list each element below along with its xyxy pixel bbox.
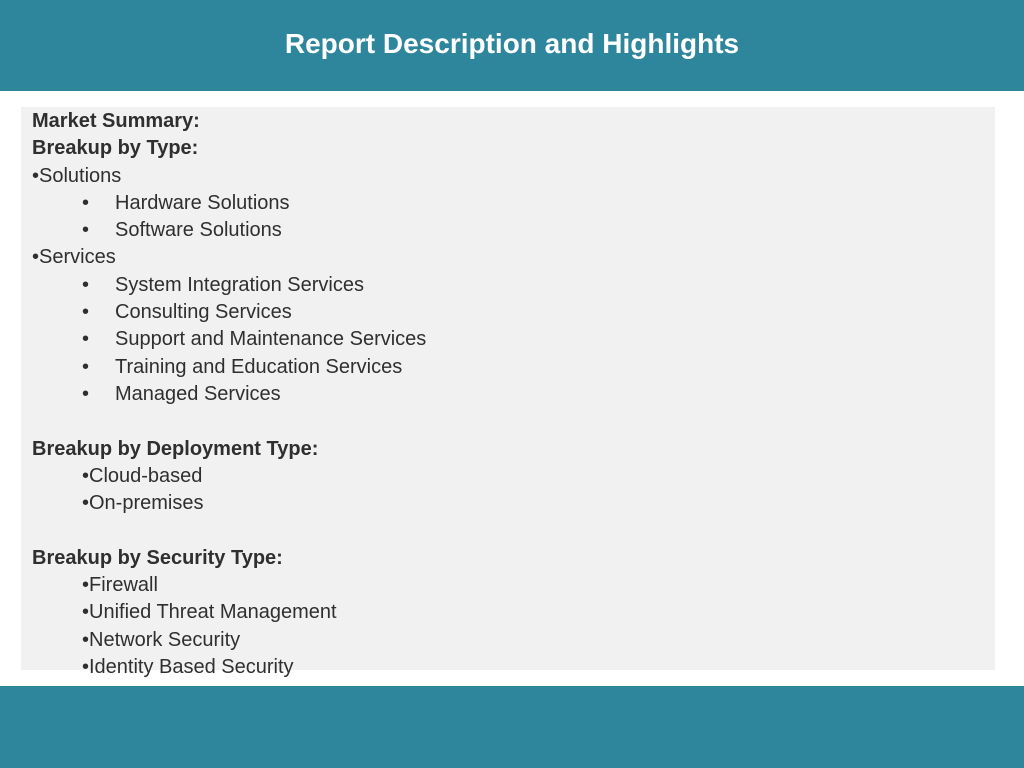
- services-item: •Services: [32, 246, 116, 269]
- list-item: [32, 217, 932, 244]
- spacer: [32, 408, 932, 435]
- title-bar: [0, 0, 1024, 91]
- list-item: •On-premises: [82, 492, 204, 515]
- bullet-icon: •: [82, 355, 90, 378]
- bullet-icon: •: [82, 219, 90, 242]
- solutions-item: •Solutions: [32, 164, 122, 187]
- spacer: [32, 517, 932, 544]
- list-item: [32, 381, 932, 408]
- list-item: [32, 326, 932, 353]
- sub-item-label: Support and Maintenance Services: [115, 328, 427, 351]
- list-item: •Unified Threat Management: [82, 601, 337, 624]
- list-item: [32, 272, 932, 299]
- sub-item-label: Hardware Solutions: [115, 191, 290, 214]
- bullet-icon: •: [82, 273, 90, 296]
- page-title: Report Description and Highlights: [284, 27, 740, 59]
- list-item: •Firewall: [82, 574, 158, 597]
- list-item: •Network Security: [82, 628, 241, 651]
- list-item: [32, 190, 932, 217]
- deployment-heading: Breakup by Deployment Type:: [32, 437, 319, 460]
- bullet-icon: •: [82, 382, 90, 405]
- bullet-icon: •: [82, 191, 90, 214]
- list-item: [32, 354, 932, 381]
- sub-item-label: Software Solutions: [115, 219, 282, 242]
- market-summary-heading: Market Summary:: [32, 110, 200, 132]
- sub-item-label: System Integration Services: [115, 273, 364, 296]
- list-item: •Identity Based Security: [82, 655, 294, 678]
- sub-item-label: Consulting Services: [115, 301, 292, 324]
- sub-item-label: Training and Education Services: [115, 355, 403, 378]
- bullet-icon: •: [82, 301, 90, 324]
- sub-item-label: Managed Services: [115, 382, 281, 405]
- footer-bar: [0, 686, 1024, 768]
- list-item: •Cloud-based: [82, 464, 203, 487]
- list-item: [32, 299, 932, 326]
- bullet-icon: •: [82, 328, 90, 351]
- report-content: [32, 108, 932, 681]
- type-heading: Breakup by Type:: [32, 137, 199, 160]
- security-heading: Breakup by Security Type:: [32, 546, 283, 569]
